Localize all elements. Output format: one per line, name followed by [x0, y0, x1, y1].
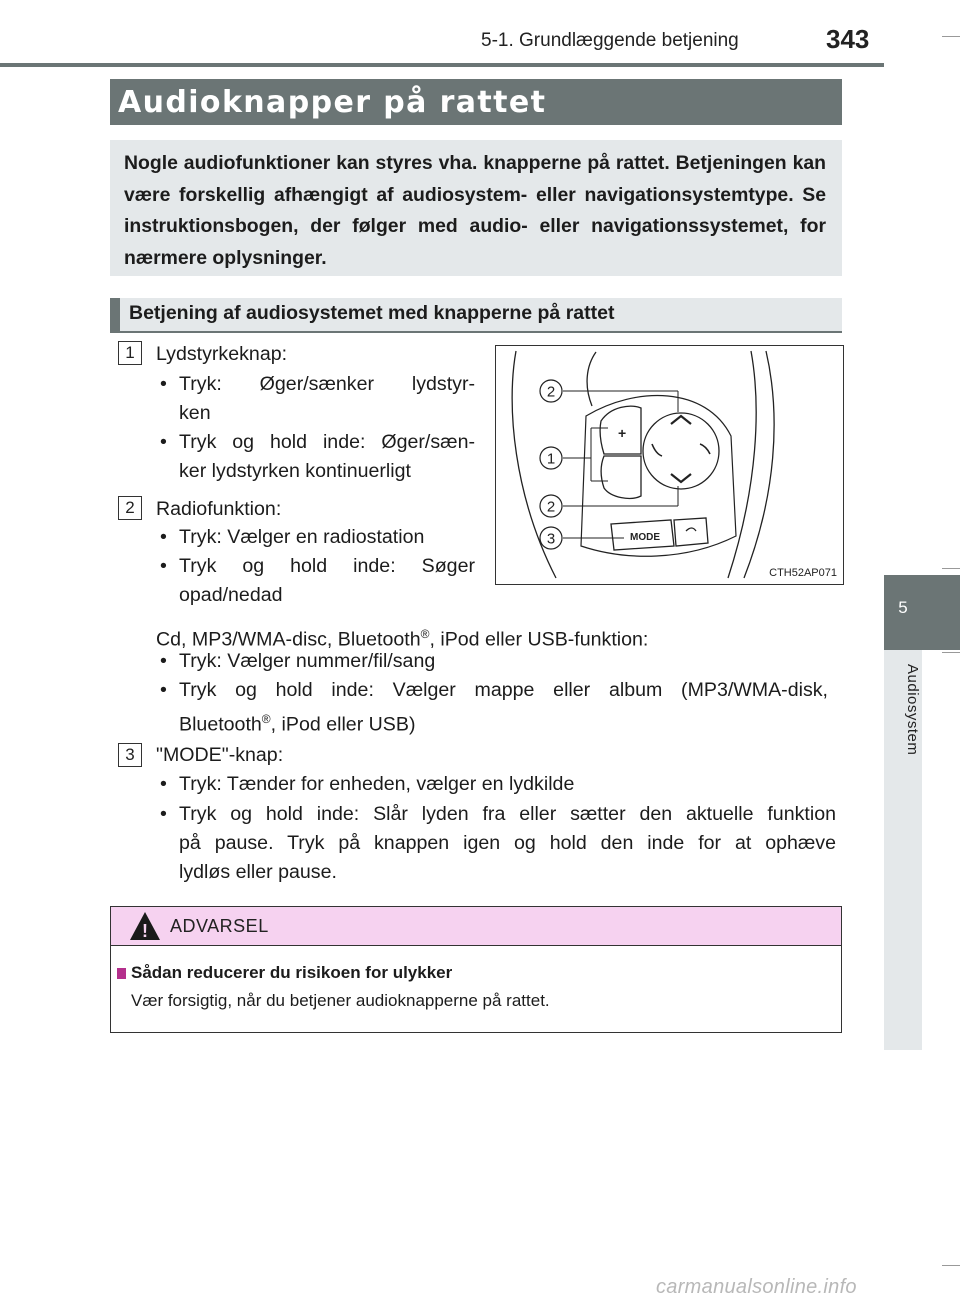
bullet-text: Tryk: Vælger en radiostation	[179, 526, 425, 548]
bullet: •	[160, 526, 167, 548]
page-number: 343	[826, 24, 870, 54]
page-title: Audioknapper på rattet	[118, 85, 547, 120]
bullet-text: Tryk: Øger/sænker lydstyr-	[179, 373, 475, 395]
item-number-3: 3	[118, 743, 142, 767]
item-heading: "MODE"-knap:	[156, 744, 284, 766]
registered-mark: ®	[420, 627, 430, 641]
header-rule	[0, 63, 884, 67]
callout-label: 3	[546, 530, 556, 548]
plus-label: +	[618, 425, 627, 441]
bullet: •	[160, 679, 167, 701]
bullet-text: Tryk og hold inde: Søger	[179, 555, 475, 577]
bullet: •	[160, 773, 167, 795]
warning-title: ADVARSEL	[170, 916, 269, 936]
bullet-text: Tryk og hold inde: Slår lyden fra eller sætter den aktuelle funktion	[179, 803, 836, 825]
bullet-text: Tryk: Tænder for enheden, vælger en lydkilde	[179, 773, 575, 795]
bullet-text: Tryk og hold inde: Øger/sæn-	[179, 431, 475, 453]
bullet: •	[160, 555, 167, 577]
bullet-text	[179, 705, 415, 740]
chapter-number: 5	[898, 598, 908, 617]
bullet-text: Tryk: Vælger nummer/fil/sang	[179, 650, 436, 672]
warning-subheading: Sådan reducerer du risikoen for ulykker	[131, 963, 453, 982]
callout-label: 2	[546, 498, 556, 516]
crop-mark	[942, 1265, 960, 1266]
text-run: Cd, MP3/WMA-disc, Bluetooth	[156, 628, 421, 651]
bullet: •	[160, 650, 167, 672]
bullet: •	[160, 431, 167, 453]
chapter-label: Audiosystem	[904, 664, 921, 756]
bullet-text: Tryk og hold inde: Vælger mappe eller album (MP3/WMA-disk,	[179, 679, 828, 701]
subheading: Betjening af audiosystemet med knapperne på rattet	[129, 302, 615, 324]
steering-wheel-switch-drawing	[496, 346, 843, 584]
registered-mark: ®	[261, 712, 271, 726]
bullet-text: opad/nedad	[179, 584, 283, 606]
crop-mark	[942, 652, 960, 653]
warning-triangle-icon	[128, 910, 162, 942]
item-number-1: 1	[118, 341, 142, 365]
figure-code: CTH52AP071	[769, 567, 837, 579]
warning-square-icon	[117, 968, 126, 979]
watermark: carmanualsonline.info	[656, 1276, 857, 1298]
callout-label: 2	[546, 383, 556, 401]
crop-mark	[942, 36, 960, 37]
bullet-text: ken	[179, 402, 211, 424]
item-heading: Radiofunktion:	[156, 498, 282, 520]
item-heading: Lydstyrkeknap:	[156, 343, 288, 365]
text-run: , iPod eller USB)	[270, 713, 416, 736]
running-header: 5-1. Grundlæggende betjening	[481, 30, 739, 51]
subheading-accent	[110, 298, 120, 332]
bullet-text: lydløs eller pause.	[179, 861, 337, 883]
svg-text:!: !	[142, 921, 148, 941]
warning-text: Vær forsigtig, når du betjener audioknapperne på rattet.	[131, 991, 550, 1010]
subheading-rule	[110, 331, 842, 333]
text-run: , iPod eller USB-funktion:	[429, 628, 649, 651]
callout-label: 1	[546, 450, 556, 468]
crop-mark	[942, 568, 960, 569]
text-run: Bluetooth	[179, 713, 262, 736]
steering-wheel-switch-illustration	[495, 345, 844, 585]
bullet-text: ker lydstyrken kontinuerligt	[179, 460, 411, 482]
bullet-text: på pause. Tryk på knappen igen og hold den inde for at ophæve	[179, 832, 836, 854]
intro-text: Nogle audiofunktioner kan styres vha. knapperne på rattet. Betjeningen kan være forskellig afhængigt af audiosystem- eller navigationsystemtype. Se instruktionsbogen, der følger med audio- eller navigationssystemet, for nærmere oplysninger.	[124, 152, 826, 269]
bullet: •	[160, 373, 167, 395]
bullet: •	[160, 803, 167, 825]
mode-label: MODE	[630, 532, 660, 543]
item-number-2: 2	[118, 496, 142, 520]
